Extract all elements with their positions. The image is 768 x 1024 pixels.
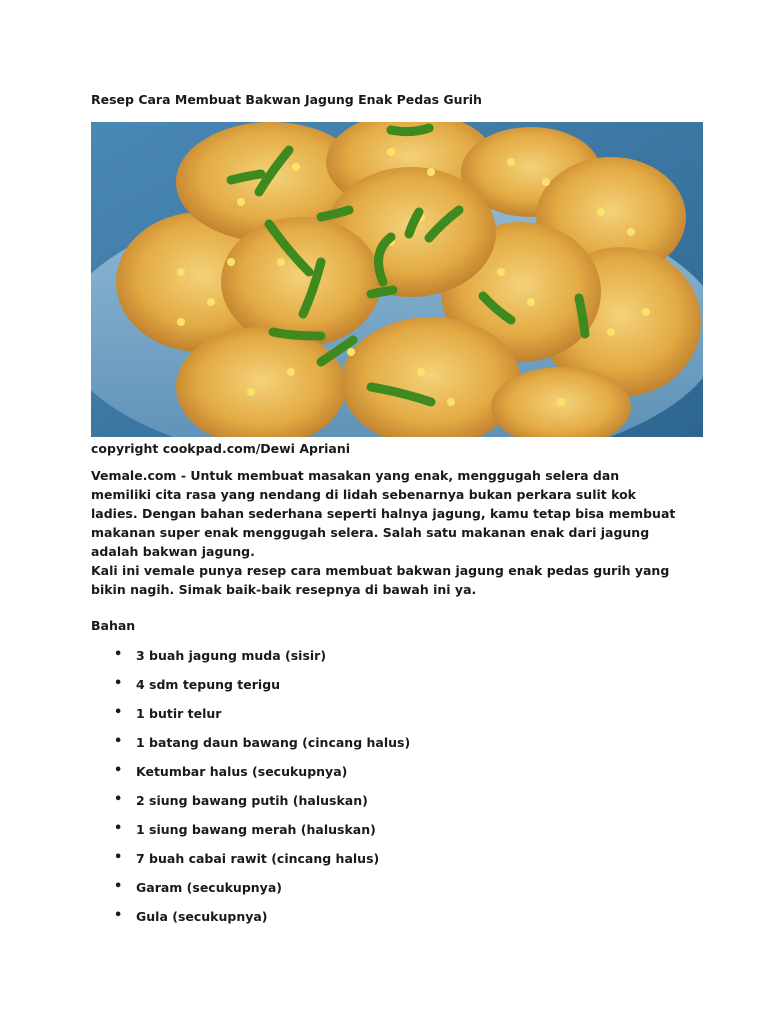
page-title: Resep Cara Membuat Bakwan Jagung Enak Pedas Gurih — [91, 92, 482, 107]
second-paragraph: Kali ini vemale punya resep cara membuat bakwan jagung enak pedas gurih yang bikin nagih. Simak baik-baik resepnya di bawah ini ya. — [91, 563, 670, 597]
ingredient-text: 1 siung bawang merah (haluskan) — [136, 822, 376, 837]
ingredient-text: 2 siung bawang putih (haluskan) — [136, 793, 368, 808]
corn-fritters-image — [91, 122, 703, 437]
list-item — [0, 907, 768, 936]
ingredient-text: 4 sdm tepung terigu — [136, 677, 281, 692]
bullet-icon: • — [114, 821, 123, 836]
ingredient-text: 1 butir telur — [136, 706, 222, 721]
ingredients-heading: Bahan — [91, 618, 136, 633]
bullet-icon: • — [114, 850, 123, 865]
ingredient-text: Ketumbar halus (secukupnya) — [136, 764, 348, 779]
bullet-icon: • — [114, 676, 123, 691]
list-item — [0, 704, 768, 733]
intro-paragraph: Vemale.com - Untuk membuat masakan yang enak, menggugah selera dan memiliki cita rasa yang nendang di lidah sebenarnya bukan perkara sulit kok ladies. Dengan bahan sederhana seperti halnya jagung, kamu tetap bisa membuat makanan super enak menggugah selera. Salah satu makanan enak dari jagung adalah bakwan jagung. — [91, 468, 676, 559]
bullet-icon: • — [114, 647, 123, 662]
photo-caption: copyright cookpad.com/Dewi Apriani — [91, 441, 351, 456]
bullet-icon: • — [114, 734, 123, 749]
bullet-icon: • — [114, 879, 123, 894]
ingredients-list — [0, 646, 768, 936]
list-item — [0, 791, 768, 820]
recipe-photo — [91, 122, 703, 437]
bullet-icon: • — [114, 705, 123, 720]
bullet-icon: • — [114, 792, 123, 807]
ingredient-text: Gula (secukupnya) — [136, 909, 268, 924]
ingredient-text: 7 buah cabai rawit (cincang halus) — [136, 851, 380, 866]
bullet-icon: • — [114, 763, 123, 778]
list-item — [0, 849, 768, 878]
bullet-icon: • — [114, 908, 123, 923]
list-item — [0, 878, 768, 907]
ingredient-text: Garam (secukupnya) — [136, 880, 282, 895]
list-item — [0, 675, 768, 704]
list-item — [0, 762, 768, 791]
ingredient-text: 1 batang daun bawang (cincang halus) — [136, 735, 411, 750]
list-item — [0, 820, 768, 849]
ingredient-text: 3 buah jagung muda (sisir) — [136, 648, 327, 663]
list-item — [0, 733, 768, 762]
list-item — [0, 646, 768, 675]
